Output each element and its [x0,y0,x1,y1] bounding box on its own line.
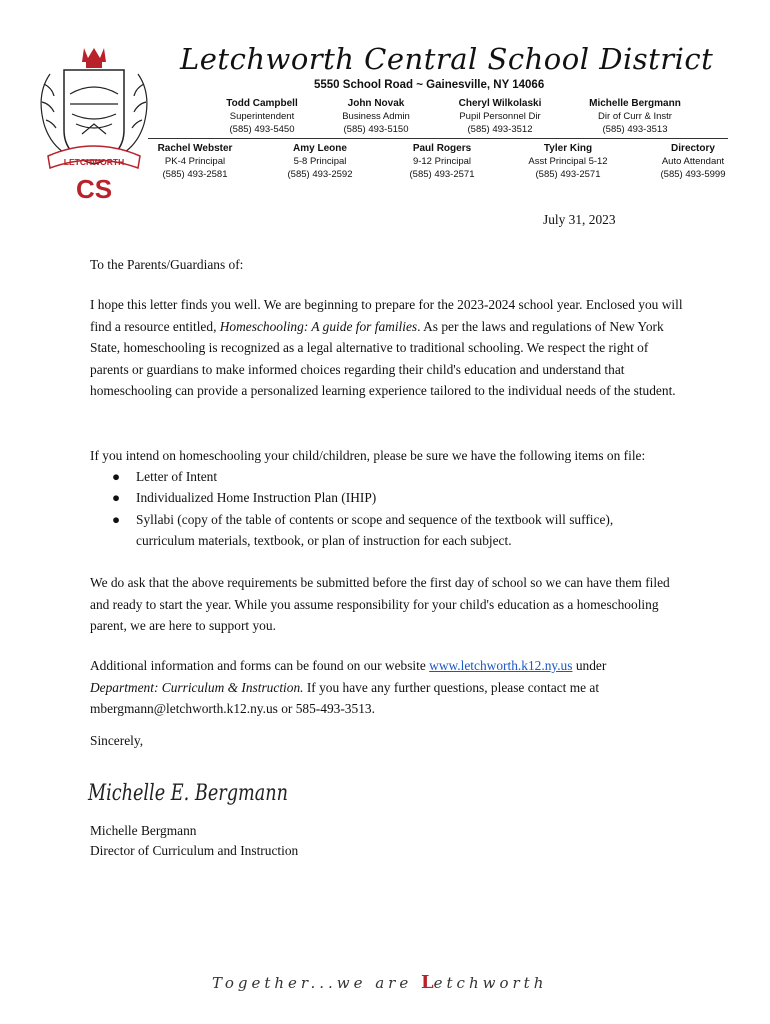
district-title: Letchworth Central School District [180,42,714,76]
staff-phone: (585) 493-5150 [343,124,409,135]
footer-text: etchworth [433,974,548,992]
signer-name: Michelle Bergmann [90,823,197,838]
staff-name: Todd Campbell [226,98,298,109]
contact-details: mbergmann@letchworth.k12.ny.us or 585-493-3513. [90,701,375,716]
staff-role: 5-8 Principal [293,156,347,167]
handwritten-signature [86,770,296,814]
staff-name: Paul Rogers [412,143,472,154]
paragraph-contact [90,655,690,720]
paragraph-submission: We do ask that the above requirements be submitted before the first day of school so we can have them filed and ready to start the year. While you assume responsibility for your child's education as a homeschooling parent, we are here to support you. [90,575,670,633]
paragraph-text: under [572,658,607,673]
list-item-text: Syllabi (copy of the table of contents or scope and sequence of the textbook will suffice), [136,512,614,527]
staff-phone: (585) 493-2571 [409,169,475,180]
staff-phone: (585) 493-2592 [287,169,353,180]
signer-title: Director of Curriculum and Instruction [90,843,299,858]
department-name: Department: Curriculum & Instruction. [90,679,304,695]
list-item [112,509,613,531]
staff-entry [332,97,420,136]
staff-name: Michelle Bergmann [589,98,681,109]
staff-entry [218,97,306,136]
staff-phone: (585) 493-2571 [535,169,601,180]
staff-entry [648,142,738,181]
list-item-text: Individualized Home Instruction Plan (IHIP) [136,490,377,505]
bullet-icon: ● [112,490,121,505]
footer-motto [212,972,547,993]
staff-role: Asst Principal 5-12 [528,156,608,167]
staff-role: Superintendent [229,111,295,122]
bullet-icon: ● [112,469,121,484]
district-crest-logo [30,44,158,204]
staff-role: Business Admin [342,111,410,122]
bullet-icon: ● [112,512,121,527]
crest-banner-text: LETCHWORTH [63,157,125,167]
staff-entry [518,142,618,181]
svg-text:Michelle E. Bergmann: Michelle E. Bergmann [87,781,289,806]
staff-entry [148,142,242,181]
staff-name: John Novak [347,98,405,109]
staff-phone: (585) 493-3513 [602,124,668,135]
staff-entry [580,97,690,136]
header-divider [148,138,728,139]
staff-entry [398,142,486,181]
staff-name: Tyler King [543,143,593,154]
website-link[interactable]: www.letchworth.k12.ny.us [429,658,573,673]
salutation: To the Parents/Guardians of: [90,257,244,272]
staff-phone: (585) 493-2581 [162,169,228,180]
staff-role: Pupil Personnel Dir [459,111,541,122]
district-address: 5550 School Road ~ Gainesville, NY 14066 [314,79,545,91]
staff-entry [450,97,550,136]
staff-role: Auto Attendant [661,156,725,167]
staff-role: PK-4 Principal [164,156,226,167]
footer-text: Together...we are [212,974,421,992]
resource-title: Homeschooling: A guide for families [219,318,418,334]
staff-entry [276,142,364,181]
paragraph-text: . As per the laws and regulations of New York State, homeschooling is recognized as a legal alternative to traditional schooling. We respect the right of parents or guardians to make informed choices regarding their child's education and understand that homeschooling can provide a personalized learning experience tailored to the individual needs of the student. [90,318,676,398]
paragraph-text: If you have any further questions, please contact me at [303,679,600,695]
footer-logo-letter: L [421,972,434,993]
list-item-text: Letter of Intent [136,469,218,484]
staff-role: Dir of Curr & Instr [598,111,672,122]
letter-date: July 31, 2023 [543,212,616,227]
crest-letters: CS [75,174,113,204]
paragraph-text: I hope this letter finds you well. We are beginning to prepare for the 2023-2024 school year. Enclosed you will find a resource entitled, [90,297,683,334]
closing: Sincerely, [90,733,144,748]
list-item [112,466,217,488]
staff-name: Directory [671,143,715,154]
staff-phone: (585) 493-3512 [467,124,533,135]
staff-name: Amy Leone [293,143,347,154]
list-item-continuation: curriculum materials, textbook, or plan of instruction for each subject. [136,533,512,548]
paragraph-intro [90,294,690,402]
list-item [112,487,376,509]
staff-name: Cheryl Wilkolaski [458,98,542,109]
staff-name: Rachel Webster [157,143,233,154]
paragraph-requirements: If you intend on homeschooling your child/children, please be sure we have the following items on file: [90,448,646,463]
staff-role: 9-12 Principal [412,156,472,167]
staff-phone: (585) 493-5999 [660,169,726,180]
paragraph-text: Additional information and forms can be found on our website [90,658,430,673]
staff-phone: (585) 493-5450 [229,124,295,135]
